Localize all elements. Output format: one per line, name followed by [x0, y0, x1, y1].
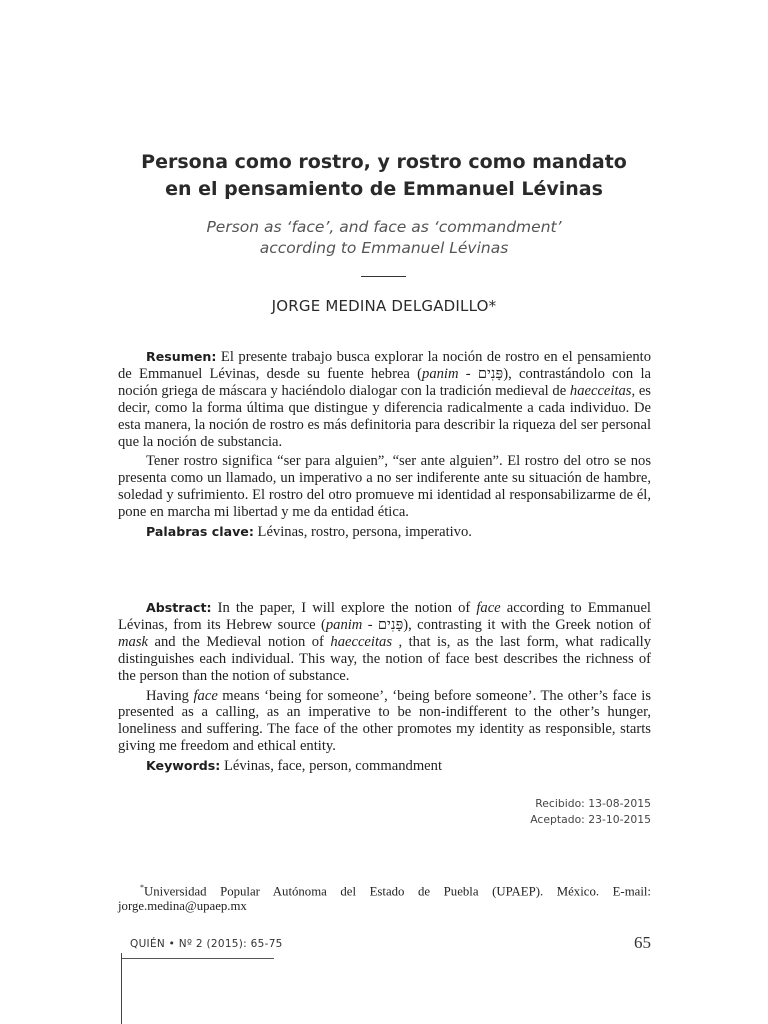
footnote-text: Universidad Popular Autónoma del Estado de Puebla (UPAEP). México. E-mail: jorge.medina@upaep.mx — [118, 884, 651, 914]
article-title — [80, 149, 688, 203]
title-divider — [361, 276, 406, 277]
submission-dates — [400, 796, 651, 828]
subtitle-line-1: Person as ‘face’, and face as ‘commandment’ — [206, 218, 562, 236]
abstract-label: Abstract: — [146, 600, 212, 615]
footnote-marker: * — [140, 883, 144, 892]
subtitle-line-2: according to Emmanuel Lévinas — [259, 239, 509, 257]
received-date: Recibido: 13-08-2015 — [535, 797, 651, 810]
resumen-paragraph-1: Resumen: El presente trabajo busca explorar la noción de rostro en el pensamiento de Emmanuel Lévinas, desde su fuente hebrea (panim - פָּנִים), contrastándolo con la noción griega de máscara y haciéndolo dialogar con la tradición medieval de haecceitas, es decir, como la forma última que distingue y diferencia radicalmente a cada individuo. De esta manera, la noción de rostro es más definitoria para describir la riqueza del ser personal que la noción de substancia. — [118, 349, 651, 450]
palabras-clave: Palabras clave: Lévinas, rostro, persona, imperativo. — [146, 524, 472, 541]
author-name: JORGE MEDINA DELGADILLO* — [271, 297, 497, 315]
running-head: QUIÉN • Nº 2 (2015): 65-75 — [130, 938, 283, 950]
title-line-2: en el pensamiento de Emmanuel Lévinas — [165, 178, 603, 200]
resumen-label: Resumen: — [146, 349, 217, 364]
footer-rule — [121, 958, 274, 959]
article-subtitle — [80, 217, 688, 259]
author-footnote — [118, 880, 651, 914]
abstract-paragraph-1: Abstract: In the paper, I will explore the notion of face according to Emmanuel Lévinas, from its Hebrew source (panim - פָּנִים), contrasting it with the Greek notion of mask and the Medieval notion of haecceitas , that is, as the last form, what radically distinguishes each individual. This way, the notion of face best describes the richness of the person than the notion of substance. — [118, 600, 652, 684]
keywords: Keywords: Lévinas, face, person, commandment — [146, 758, 443, 775]
accepted-date: Aceptado: 23-10-2015 — [530, 813, 651, 826]
title-line-1: Persona como rostro, y rostro como mandato — [141, 151, 627, 173]
palabras-clave-label: Palabras clave: — [146, 524, 254, 540]
resumen-section — [118, 349, 651, 544]
resumen-paragraph-2: Tener rostro significa “ser para alguien”, “ser ante alguien”. El rostro del otro se nos presenta como un llamado, un imperativo a no ser indiferente ante su situación de hambre, soledad y sufrimiento. El rostro del otro promueve mi identidad al responsabilizarme de él, pone en marcha mi libertad y me da entidad ética. — [118, 453, 651, 521]
page-number: 65 — [634, 933, 651, 952]
margin-rule — [121, 953, 122, 1024]
keywords-label: Keywords: — [146, 758, 221, 774]
abstract-paragraph-2: Having face means ‘being for someone’, ‘being before someone’. The other’s face is presented as a calling, as an imperative to be non-indifferent to the other’s hunger, loneliness and suffering. The face of the other promotes my identity as responsible, starts giving me freedom and ethical entity. — [118, 687, 651, 755]
abstract-section — [118, 600, 651, 778]
